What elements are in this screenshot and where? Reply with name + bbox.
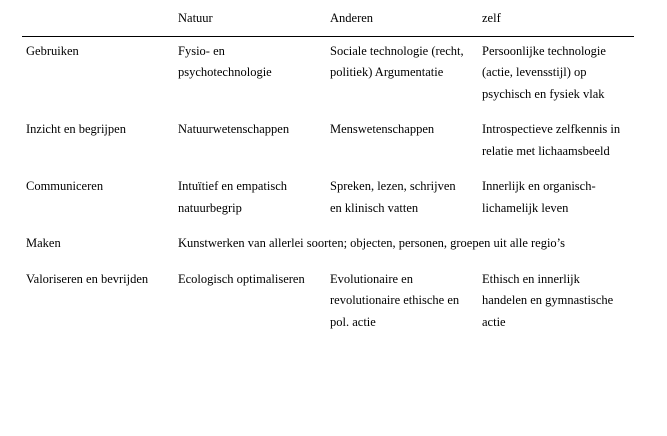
table-row: [22, 36, 634, 115]
cell-inzicht-anderen: Menswetenschappen: [330, 122, 435, 136]
cell-gebruiken-zelf: Persoonlijke technologie (actie, levensstijl) op psychisch en fysiek vlak: [482, 43, 606, 101]
header-row: [22, 4, 634, 36]
row-label-valoriseren-en-bevrijden: Valoriseren en bevrijden: [26, 271, 149, 286]
cell-communiceren-anderen: Spreken, lezen, schrijven en klinisch vatten: [330, 179, 456, 215]
row-label-communiceren: Communiceren: [26, 179, 104, 193]
cell-communiceren-zelf: Innerlijk en organisch-lichamelijk leven: [482, 179, 596, 215]
table-row: [22, 229, 634, 265]
cell-gebruiken-anderen: Sociale technologie (recht, politiek) Argumentatie: [330, 43, 464, 79]
row-label-maken: Maken: [26, 236, 61, 250]
column-header-row-label: [22, 4, 174, 36]
cell-valoriseren-zelf: Ethisch en innerlijk handelen en gymnastische actie: [482, 271, 614, 329]
table-row: [22, 172, 634, 229]
table-header: [22, 4, 634, 36]
column-header-anderen: Anderen: [326, 4, 478, 36]
cell-maken-span: Kunstwerken van allerlei soorten; objecten, personen, groepen uit alle regio’s: [178, 236, 566, 250]
table-body: [22, 36, 634, 343]
document-page: [0, 4, 667, 436]
table-row: [22, 115, 634, 172]
cell-inzicht-zelf: Introspectieve zelfkennis in relatie met lichaamsbeeld: [482, 122, 621, 158]
column-header-zelf: zelf: [478, 4, 634, 36]
cell-inzicht-natuur: Natuurwetenschappen: [178, 122, 290, 136]
cell-valoriseren-natuur: Ecologisch optimaliseren: [178, 271, 305, 286]
table-row: [22, 265, 634, 344]
row-label-gebruiken: Gebruiken: [26, 43, 79, 58]
row-label-inzicht-en-begrijpen: Inzicht en begrijpen: [26, 122, 126, 136]
cell-gebruiken-natuur: Fysio- en psychotechnologie: [178, 43, 272, 79]
matrix-table: [22, 4, 634, 343]
cell-communiceren-natuur: Intuïtief en empatisch natuurbegrip: [178, 179, 287, 215]
cell-valoriseren-anderen: Evolutionaire en revolutionaire ethische en pol. actie: [330, 271, 460, 329]
column-header-natuur: Natuur: [174, 4, 326, 36]
